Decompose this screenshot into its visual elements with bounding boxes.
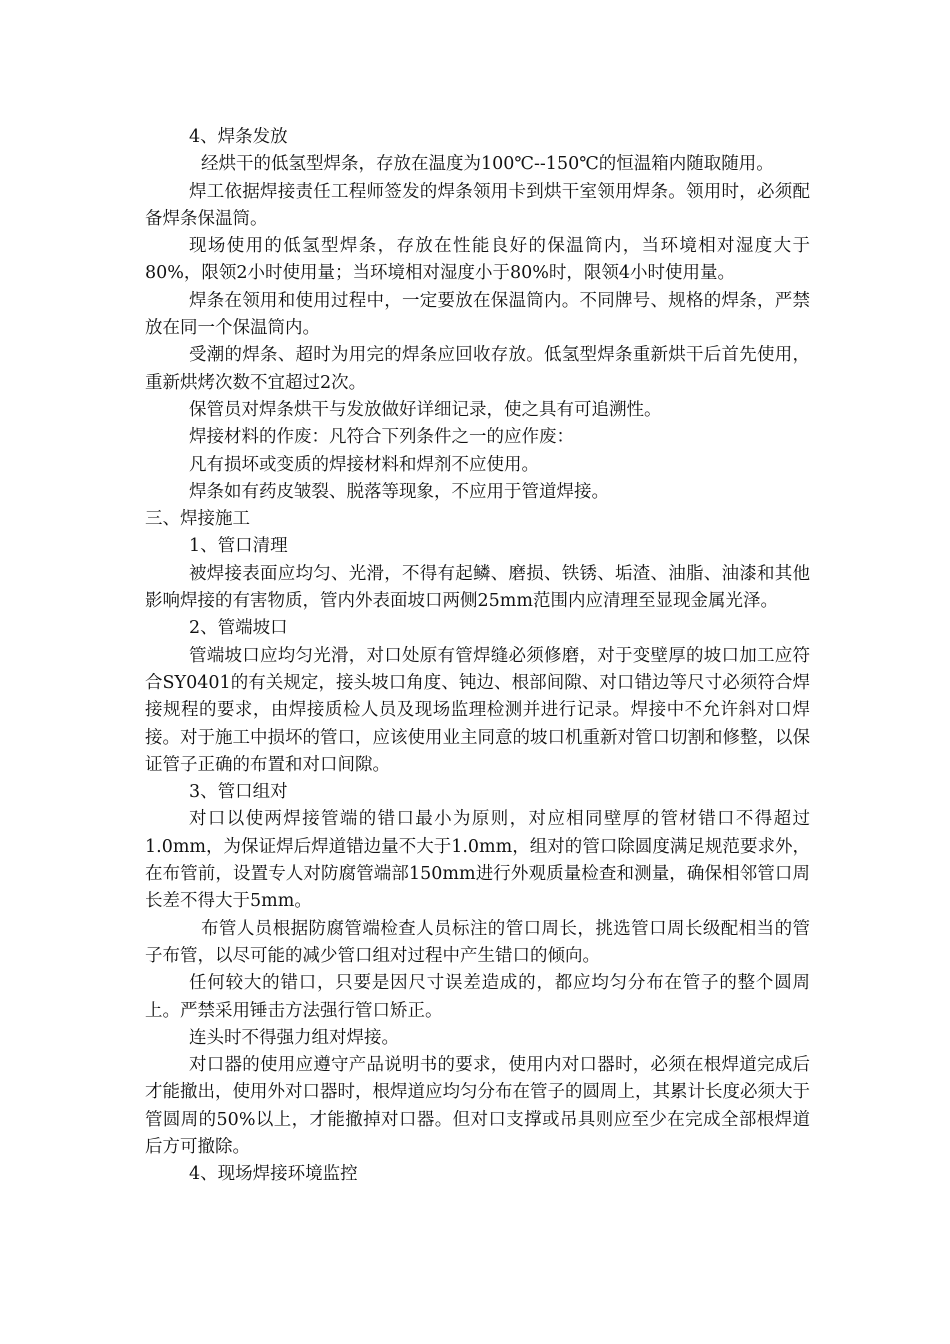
paragraph: 对口以使两焊接管端的错口最小为原则，对应相同壁厚的管材错口不得超过1.0mm，为保证焊后焊道错边量不大于1.0mm，组对的管口除圆度满足规范要求外，在布管前，设置专人对防腐管端部150mm进行外观质量检查和测量，确保相邻管口周长差不得大于5mm。	[145, 809, 810, 912]
paragraph: 保管员对焊条烘干与发放做好详细记录，使之具有可追溯性。	[189, 399, 662, 420]
paragraph: 受潮的焊条、超时为用完的焊条应回收存放。低氢型焊条重新烘干后首先使用，重新烘烤次数不宜超过2次。	[145, 345, 810, 393]
chapter-heading-welding-construction: 三、焊接施工	[145, 509, 250, 530]
section-heading-pipe-cleaning: 1、管口清理	[189, 536, 288, 557]
paragraph: 被焊接表面应均匀、光滑，不得有起鳞、磨损、铁锈、垢渣、油脂、油漆和其他影响焊接的有害物质，管内外表面坡口两侧25mm范围内应清理至显现金属光泽。	[145, 563, 810, 612]
paragraph: 布管人员根据防腐管端检查人员标注的管口周长，挑选管口周长级配相当的管子布管，以尽可能的减少管口组对过程中产生错口的倾向。	[145, 918, 810, 966]
paragraph: 对口器的使用应遵守产品说明书的要求，使用内对口器时，必须在根焊道完成后才能撤出，使用外对口器时，根焊道应均匀分布在管子的圆周上，其累计长度必须大于管圆周的50%以上，才能撤掉对口器。但对口支撑或吊具则应至少在完成全部根焊道后方可撤除。	[145, 1055, 810, 1157]
paragraph: 现场使用的低氢型焊条，存放在性能良好的保温筒内，当环境相对湿度大于80%，限领2小时使用量；当环境相对湿度小于80%时，限领4小时使用量。	[145, 236, 810, 284]
section-heading-pipe-bevel: 2、管端坡口	[189, 618, 288, 639]
paragraph: 任何较大的错口，只要是因尺寸误差造成的，都应均匀分布在管子的整个圆周上。严禁采用锤击方法强行管口矫正。	[145, 973, 810, 1021]
paragraph: 焊条在领用和使用过程中，一定要放在保温筒内。不同牌号、规格的焊条，严禁放在同一个保温筒内。	[145, 290, 810, 339]
paragraph: 经烘干的低氢型焊条，存放在温度为100℃--150℃的恒温箱内随取随用。	[201, 154, 774, 175]
paragraph: 焊条如有药皮皱裂、脱落等现象，不应用于管道焊接。	[189, 481, 609, 502]
section-heading-electrode-issue: 4、焊条发放	[189, 127, 288, 147]
section-heading-pipe-fitup: 3、管口组对	[189, 782, 288, 803]
paragraph: 焊接材料的作废：凡符合下列条件之一的应作废：	[189, 427, 574, 448]
paragraph: 焊工依据焊接责任工程师签发的焊条领用卡到烘干室领用焊条。领用时，必须配备焊条保温筒。	[145, 181, 810, 229]
paragraph: 管端坡口应均匀光滑，对口处原有管焊缝必须修磨，对于变壁厚的坡口加工应符合SY0401的有关规定，接头坡口角度、钝边、根部间隙、对口错边等尺寸必须符合焊接规程的要求，由焊接质检人员及现场监理检测并进行记录。焊接中不允许斜对口焊接。对于施工中损坏的管口，应该使用业主同意的坡口机重新对管口切割和修整，以保证管子正确的布置和对口间隙。	[145, 645, 810, 775]
document-page	[145, 124, 810, 1189]
paragraph: 连头时不得强力组对焊接。	[189, 1027, 399, 1048]
section-heading-site-environment: 4、现场焊接环境监控	[189, 1164, 358, 1185]
paragraph: 凡有损坏或变质的焊接材料和焊剂不应使用。	[189, 454, 539, 475]
